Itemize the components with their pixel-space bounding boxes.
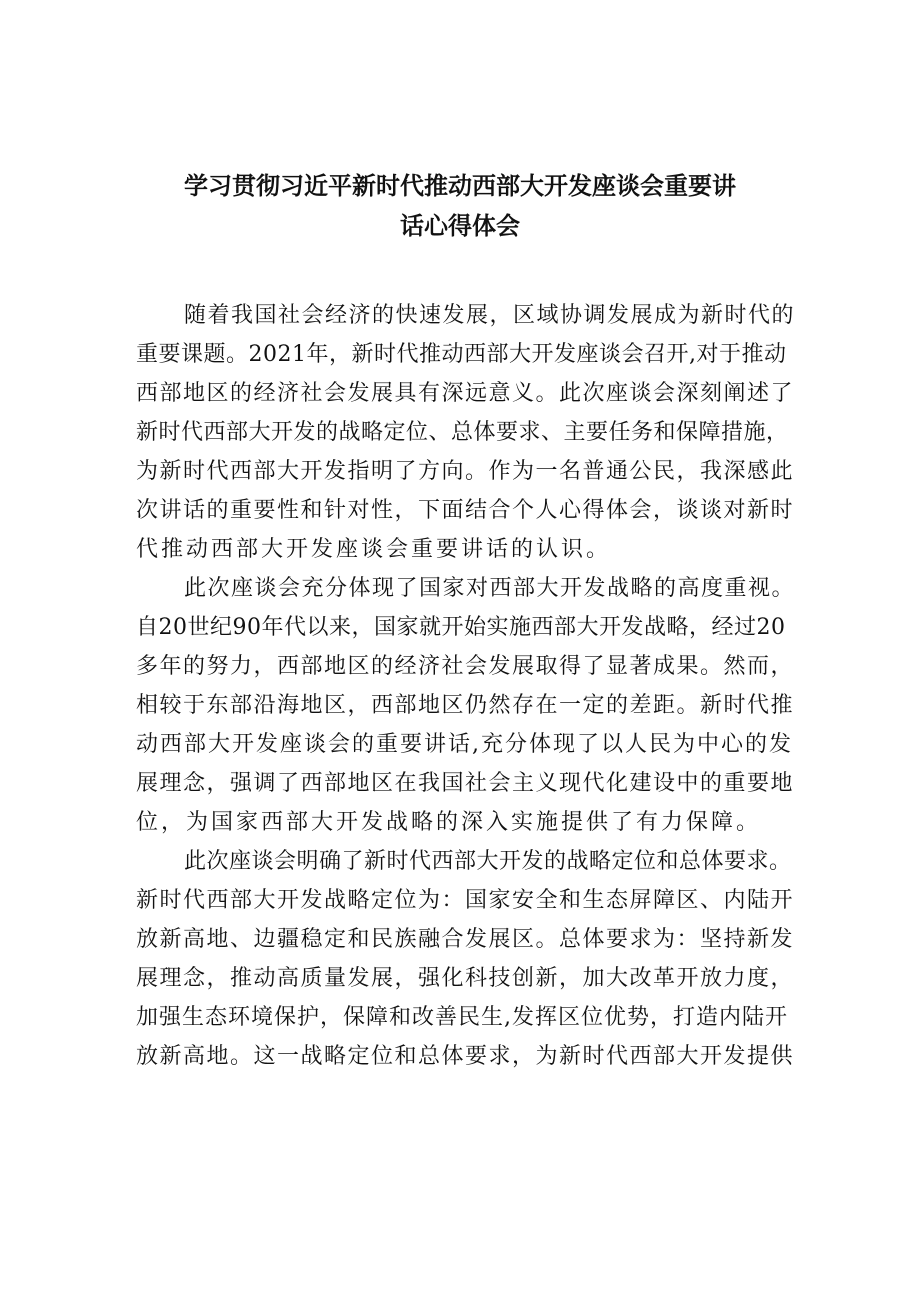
paragraph-line: 放新高地、边疆稳定和民族融合发展区。总体要求为：坚持新发 bbox=[136, 927, 795, 952]
paragraph-line: 次讲话的重要性和针对性，下面结合个人心得体会，谈谈对新时 bbox=[136, 498, 795, 523]
paragraph-2 bbox=[136, 569, 800, 842]
paragraph-line: 此次座谈会明确了新时代西部大开发的战略定位和总体要求。 bbox=[184, 849, 792, 874]
paragraph-line: 多年的努力，西部地区的经济社会发展取得了显著成果。然而， bbox=[136, 654, 795, 679]
paragraph-line: 放新高地。这一战略定位和总体要求，为新时代西部大开发提供 bbox=[136, 1044, 795, 1069]
paragraph-line: 此次座谈会充分体现了国家对西部大开发战略的高度重视。 bbox=[184, 576, 796, 601]
paragraph-line: 展理念，强调了西部地区在我国社会主义现代化建设中的重要地 bbox=[136, 771, 795, 796]
paragraph-line: 自20世纪90年代以来，国家就开始实施西部大开发战略，经过20 bbox=[136, 615, 786, 640]
paragraph-3 bbox=[136, 842, 800, 1076]
paragraph-line: 位，为国家西部大开发战略的深入实施提供了有力保障。 bbox=[136, 810, 762, 835]
paragraph-line: 展理念，推动高质量发展，强化科技创新，加大改革开放力度， bbox=[136, 966, 795, 991]
document-body bbox=[136, 296, 800, 1076]
paragraph-1 bbox=[136, 296, 800, 569]
paragraph-line: 动西部大开发座谈会的重要讲话,充分体现了以人民为中心的发 bbox=[136, 732, 793, 757]
paragraph-line: 代推动西部大开发座谈会重要讲话的认识。 bbox=[136, 537, 612, 562]
paragraph-line: 重要课题。2021年，新时代推动西部大开发座谈会召开,对于推动 bbox=[136, 342, 787, 367]
paragraph-line: 新时代西部大开发战略定位为：国家安全和生态屏障区、内陆开 bbox=[136, 888, 795, 913]
title-line-1: 学习贯彻习近平新时代推动西部大开发座谈会重要讲 bbox=[184, 172, 736, 200]
paragraph-line: 新时代西部大开发的战略定位、总体要求、主要任务和保障措施， bbox=[136, 420, 789, 445]
paragraph-line: 相较于东部沿海地区，西部地区仍然存在一定的差距。新时代推 bbox=[136, 693, 795, 718]
paragraph-line: 为新时代西部大开发指明了方向。作为一名普通公民，我深感此 bbox=[136, 459, 795, 484]
paragraph-line: 西部地区的经济社会发展具有深远意义。此次座谈会深刻阐述了 bbox=[136, 381, 795, 406]
paragraph-line: 加强生态环境保护，保障和改善民生,发挥区位优势，打造内陆开 bbox=[136, 1005, 788, 1030]
paragraph-line: 随着我国社会经济的快速发展，区域协调发展成为新时代的 bbox=[184, 303, 796, 328]
title-line-2: 话心得体会 bbox=[400, 212, 520, 240]
document-title bbox=[120, 166, 800, 246]
